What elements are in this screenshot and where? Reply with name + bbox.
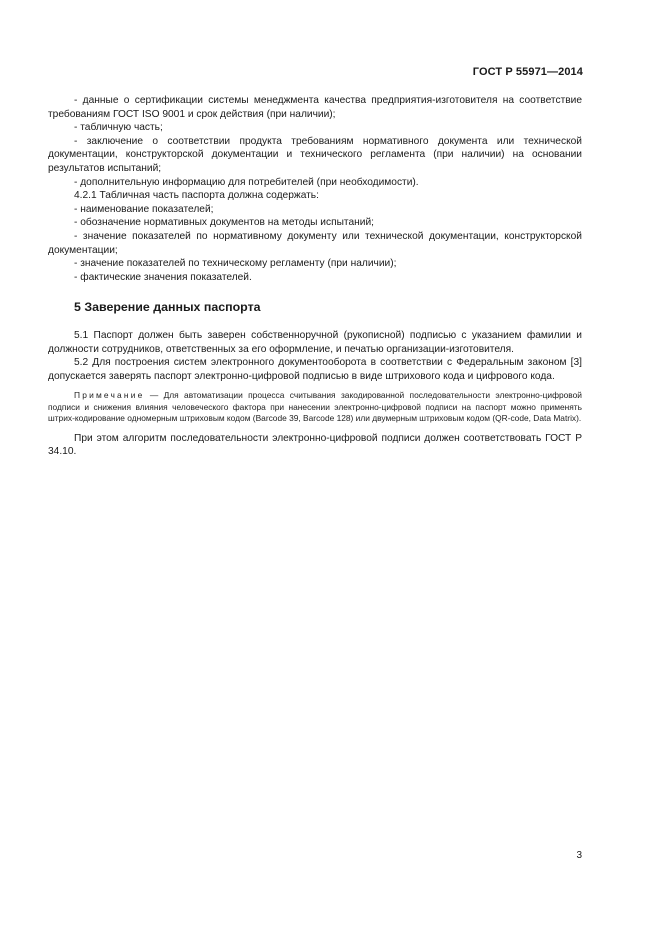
page-body bbox=[48, 94, 582, 459]
list-item: - дополнительную информацию для потребителей (при необходимости). bbox=[74, 176, 419, 188]
list-item: - значение показателей по нормативному документу или технической документации, конструкторской документации; bbox=[48, 230, 582, 256]
section-heading: 5 Заверение данных паспорта bbox=[74, 300, 261, 315]
list-item: - значение показателей по техническому регламенту (при наличии); bbox=[74, 258, 397, 270]
clause-4-2-1: 4.2.1 Табличная часть паспорта должна содержать: bbox=[74, 190, 319, 202]
note bbox=[48, 390, 582, 424]
note-text: — Для автоматизации процесса считывания закодированной последовательности электронно-цифровой подписи и снижения влияния человеческого фактора при нанесении электронно-цифровой подписи на паспорт можно применять штрих-кодирование одномерным штриховым кодом (Barcode 39, Barcode 128) или двумерным штриховым кодом (QR-code, Data Matrix). bbox=[48, 390, 582, 424]
list-item: - заключение о соответствии продукта требованиям нормативного документа или технической документации, конструкторской документации и технического регламента (при наличии) на основании результатов испытаний; bbox=[48, 135, 582, 174]
list-item: - обозначение нормативных документов на методы испытаний; bbox=[74, 217, 374, 229]
list-item: - фактические значения показателей. bbox=[74, 271, 252, 283]
clause-5-2: 5.2 Для построения систем электронного документооборота в соответствии с Федеральным законом [3] допускается заверять паспорт электронно-цифровой подписью в виде штрихового кода и цифрового кода. bbox=[48, 357, 582, 382]
list-item: - табличную часть; bbox=[74, 122, 163, 134]
list-item: - данные о сертификации системы менеджмента качества предприятия-изготовителя на соответствие требованиям ГОСТ ISO 9001 и срок действия (при наличии); bbox=[48, 95, 582, 120]
page-number: 3 bbox=[576, 850, 582, 861]
final-paragraph: При этом алгоритм последовательности электронно-цифровой подписи должен соответствовать ГОСТ Р 34.10. bbox=[48, 432, 582, 458]
clause-5-1: 5.1 Паспорт должен быть заверен собственноручной (рукописной) подписью с указанием фамилии и должности сотрудников, ответственных за его оформление, и печатью организации-изготовителя. bbox=[48, 329, 582, 355]
standard-designation: ГОСТ Р 55971—2014 bbox=[472, 66, 583, 78]
list-item: - наименование показателей; bbox=[74, 203, 214, 215]
note-label: Примечание bbox=[74, 390, 145, 401]
